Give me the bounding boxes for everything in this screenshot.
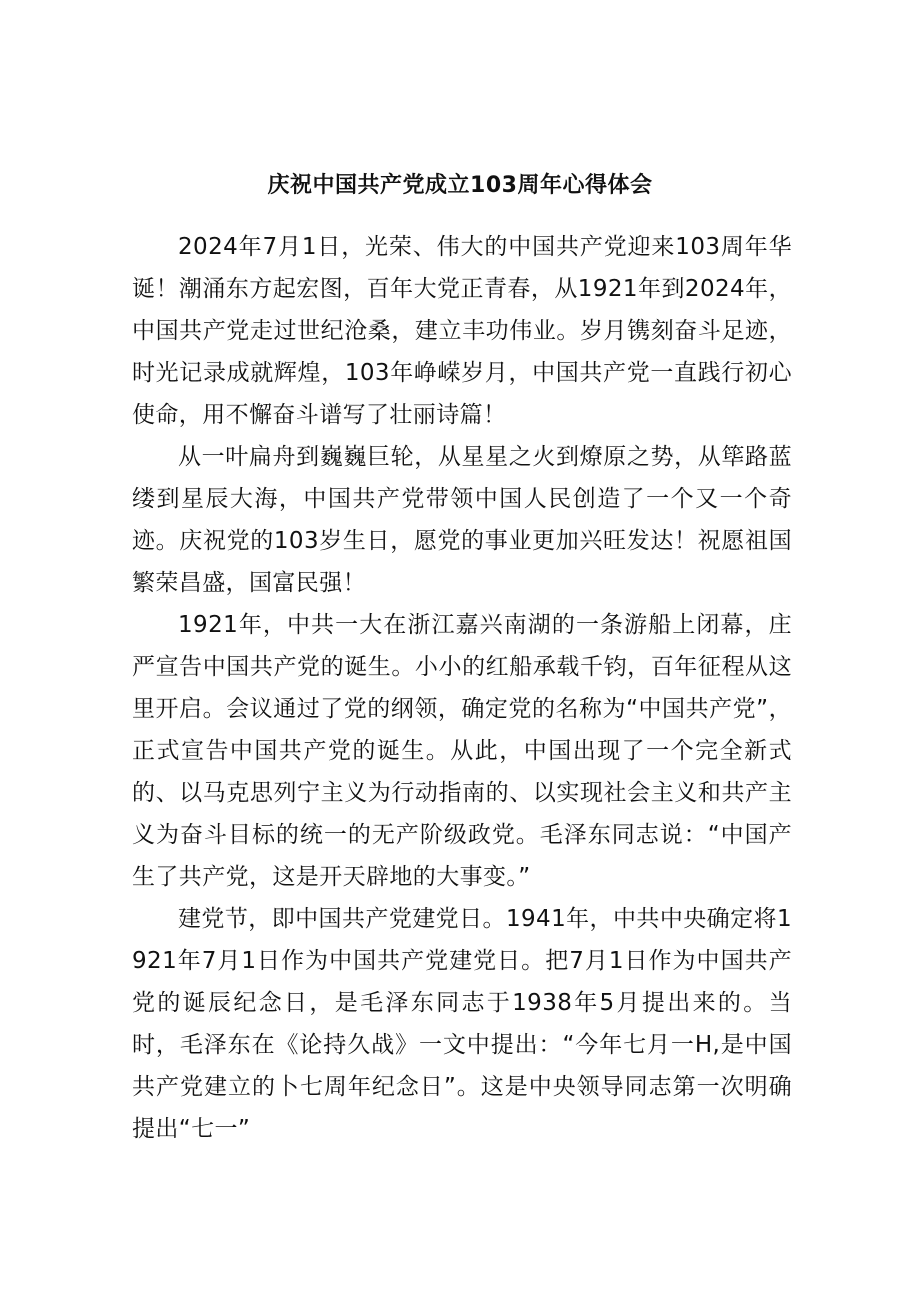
document-body bbox=[132, 226, 792, 1150]
paragraph: 建党节，即中国共产党建党日。1941年，中共中央确定将1921年7月1日作为中国共产党建党日。把7月1日作为中国共产党的诞辰纪念日，是毛泽东同志于1938年5月提出来的。当时，毛泽东在《论持久战》一文中提出：“今年七月一H,是中国共产党建立的卜七周年纪念日”。这是中央领导同志第一次明确提出“七一” bbox=[132, 906, 792, 1142]
paragraph: 从一叶扁舟到巍巍巨轮，从星星之火到燎原之势，从筚路蓝缕到星辰大海，中国共产党带领中国人民创造了一个又一个奇迹。庆祝党的103岁生日，愿党的事业更加兴旺发达！祝愿祖国繁荣昌盛，国富民强！ bbox=[132, 444, 792, 596]
document-title: 庆祝中国共产党成立103周年心得体会 bbox=[267, 173, 653, 198]
paragraph: 2024年7月1日，光荣、伟大的中国共产党迎来103周年华诞！潮涌东方起宏图，百年大党正青春，从1921年到2024年，中国共产党走过世纪沧桑，建立丰功伟业。岁月镌刻奋斗足迹，时光记录成就辉煌，103年峥嵘岁月，中国共产党一直践行初心使命，用不懈奋斗谱写了壮丽诗篇！ bbox=[132, 234, 792, 428]
paragraph: 1921年，中共一大在浙江嘉兴南湖的一条游船上闭幕，庄严宣告中国共产党的诞生。小小的红船承载千钧，百年征程从这里开启。会议通过了党的纲领，确定党的名称为“中国共产党”，正式宣告中国共产党的诞生。从此，中国出现了一个完全新式的、以马克思列宁主义为行动指南的、以实现社会主义和共产主义为奋斗目标的统一的无产阶级政党。毛泽东同志说：“中国产生了共产党，这是开天辟地的大事变。” bbox=[132, 612, 792, 890]
